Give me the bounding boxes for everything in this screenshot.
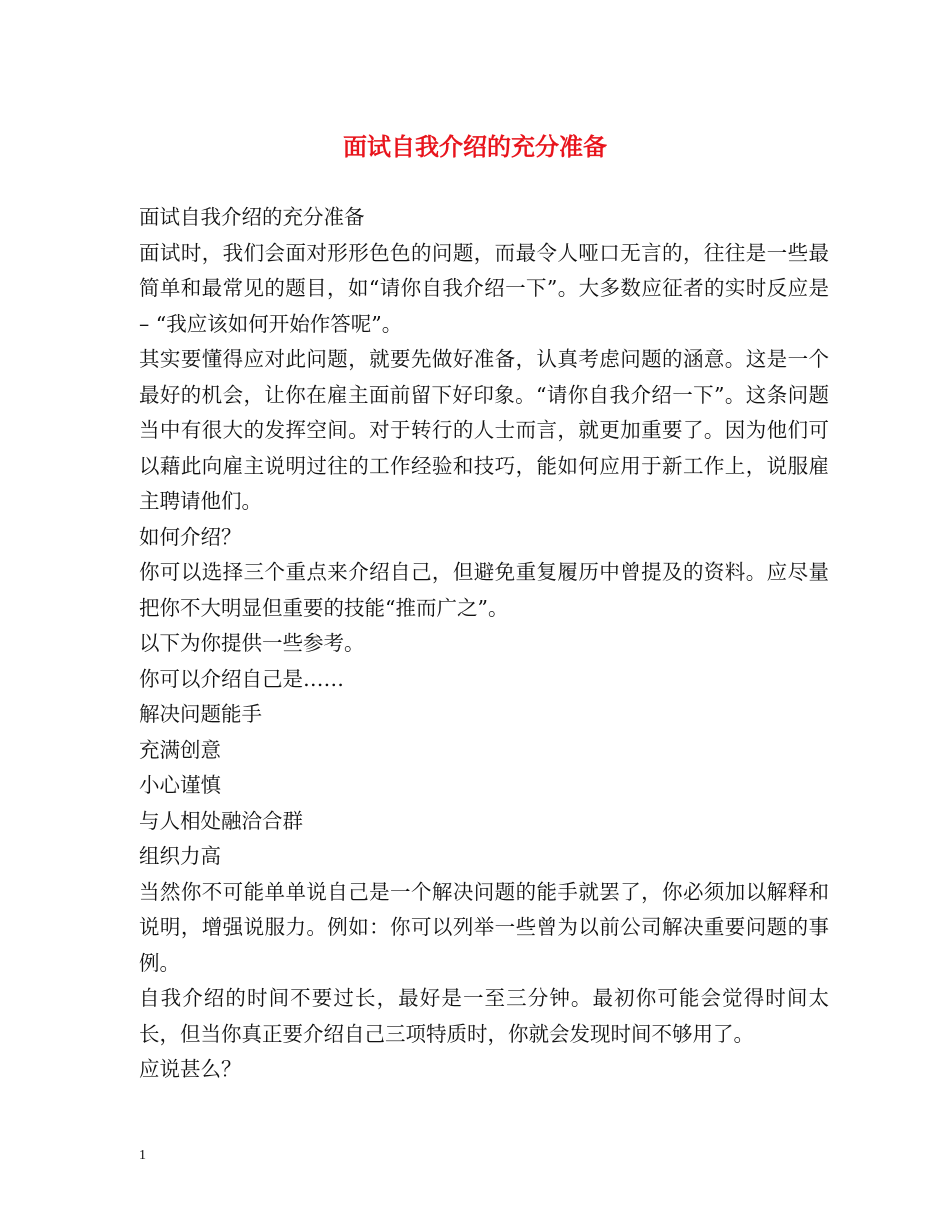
paragraph-how-to-introduce: 如何介绍？ <box>139 524 242 549</box>
paragraph-you-can-introduce: 你可以介绍自己是…… <box>139 666 344 691</box>
list-item-sociable: 与人相处融洽合群 <box>139 808 303 833</box>
list-item-organized: 组织力高 <box>139 844 221 868</box>
paragraph-preparation: 其实要懂得应对此问题，就要先做好准备，认真考虑问题的涵意。这是一个最好的机会，让你在雇主面前留下好印象。“请你自我介绍一下”。这条问题当中有很大的发挥空间。对于转行的人士而言，就更加重要了。因为他们可以藉此向雇主说明过往的工作经验和技巧，能如何应用于新工作上，说服雇主聘请他们。 <box>139 347 829 513</box>
paragraph-intro: 面试时，我们会面对形形色色的问题，而最令人哑口无言的，往往是一些最简单和最常见的题目，如“请你自我介绍一下”。大多数应征者的实时反应是 – “我应该如何开始作答呢”。 <box>139 240 829 336</box>
paragraph-three-points: 你可以选择三个重点来介绍自己，但避免重复履历中曾提及的资料。应尽量把你不大明显但重要的技能“推而广之”。 <box>139 560 829 620</box>
page-number: 1 <box>139 1148 146 1163</box>
list-item-creative: 充满创意 <box>139 737 221 762</box>
list-item-careful: 小心谨慎 <box>139 773 221 797</box>
paragraph-what-to-say: 应说甚么？ <box>139 1057 242 1081</box>
document-title: 面试自我介绍的充分准备 <box>343 133 607 161</box>
document-body <box>139 200 829 1088</box>
paragraph-reference: 以下为你提供一些参考。 <box>139 631 365 655</box>
list-item-problem-solver: 解决问题能手 <box>139 702 262 726</box>
paragraph-duration: 自我介绍的时间不要过长，最好是一至三分钟。最初你可能会觉得时间太长，但当你真正要介绍自己三项特质时，你就会发现时间不够用了。 <box>139 986 829 1046</box>
paragraph-heading: 面试自我介绍的充分准备 <box>139 205 365 229</box>
paragraph-explain: 当然你不可能单单说自己是一个解决问题的能手就罢了，你必须加以解释和说明，增强说服力。例如：你可以列举一些曾为以前公司解决重要问题的事例。 <box>139 879 829 975</box>
